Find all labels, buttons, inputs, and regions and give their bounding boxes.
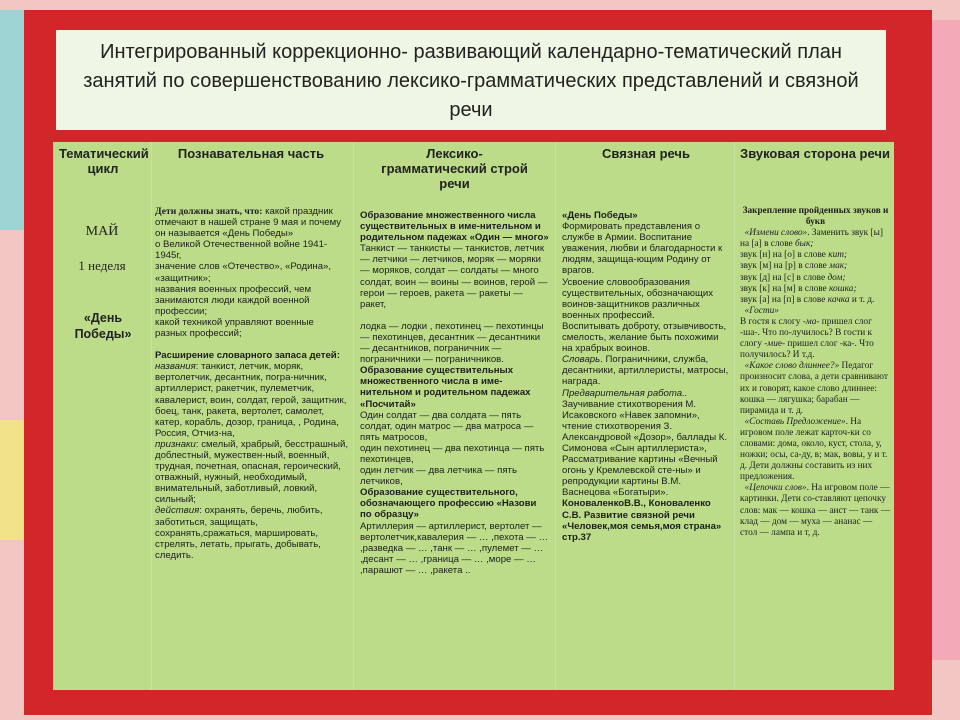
column-header: Познавательная часть xyxy=(177,146,325,161)
cognitive-text: Дети должны знать, что: какой праздник отмечают в нашей стране 9 мая и почему он называется «День Победы» о Великой Отечественной войне 1941-1945г, значение слов «Отечество», «Родина», «защитник»; названия военных профессий, чем занимаются люди каждой военной профессии; какой техникой управляют военные разных профессий; Расширение словарного запаса детей: названия: танкист, летчик, моряк, вертолетчик, десантник, погра-ничник, артиллерист, ракетчик, пулеметчик, кавалерист, воин, солдат, герой, защитник, боец, танк, ракета, вертолет, самолет, катер, корабль, дозор, граница, , Родина, Россия, Отчиз-на, признаки: смелый, храбрый, бесстрашный, доблестный, мужествен-ный, военный, трудная, почетная, опасная, героический, отважный, нужный, необходимый, внимательный, заботливый, ловкий, сильный; действия: охранять, беречь, любить, заботиться, защищать, сохранять,сражаться, маршировать, стрелять, летать, прыгать, добывать, следить. xyxy=(155,206,348,561)
column-lexical xyxy=(356,142,553,690)
vocab-heading: Расширение словарного запаса детей: xyxy=(155,350,340,362)
column-header: Тематический цикл xyxy=(59,146,149,176)
plan-table xyxy=(53,142,894,690)
column-header: Лексико-грамматический строй речи xyxy=(381,146,528,191)
month-label: МАЙ xyxy=(85,224,119,239)
title-box xyxy=(56,30,886,130)
column-header: Звуковая сторона речи xyxy=(740,146,890,161)
column-cognitive xyxy=(151,142,351,690)
page-title: Интегрированный коррекционно- развивающий календарно-тематический план занятий по совершенствованию лексико-грамматических представлений и связной речи xyxy=(83,41,859,121)
column-divider xyxy=(734,142,735,690)
column-divider xyxy=(555,142,556,690)
column-sound xyxy=(736,142,894,690)
theme-label: «День Победы» xyxy=(74,311,132,341)
column-thematic-cycle xyxy=(53,142,151,690)
column-speech xyxy=(558,142,734,690)
column-divider xyxy=(353,142,354,690)
week-label: 1 неделя xyxy=(78,258,126,273)
speech-text: «День Победы» Формировать представления о службе в Армии. Воспитание уважения, любви и благодарности к людям, защища-ющим Родину от врагов. Усвоение словообразования существительных, обозначающих воинов-защитников различных военных профессий. Воспитывать доброту, отзывчивость, смелость, желание быть похожими на храбрых воинов. Словарь. Пограничники, служба, десантники, артиллеристы, матросы, награда. Предварительная работа.. Заучивание стихотворения М. Исаковского «Навек запомни», чтение стихотворения З. Александровой «Дозор», баллады К. Симонова «Сын артиллериста», Рассматривание картины «Вечный огонь у Кремлевской сте-ны» и репродукции картины В.М. Васнецова «Богатыри». КоноваленкоВ.В., Коноваленко С.В. Развитие связной речи «Человек,моя семья,моя страна» стр.37 xyxy=(562,210,729,543)
sound-text: Закрепление пройденных звуков и букв «Измени слово». Заменить звук [ы] на [а] в слове бык; звук [н] на [о] в слове кит; звук [м] на [р] в слове мак; звук [д] на [с] в слове дом; звук [к] на [м] в слове кошка; звук [а] на [п] в слове качка и т. д. «Гости» В гостя к слогу -ма- пришел слог -ша-. Что по-лучилось? В гости к слогу -мие- пришел слог -ка-. Что получилось? И т.д. «Какое слово длиннее?» Педагог произносит слова, а дети сравнивают их и говорят, какое слово длиннее: кошка — лягушка; барабан — пирамида и т. д. «Составь Предложение». На игровом поле лежат карточ-ки со словами: дома, около, куст, стола, у, ножки; осы, са-ду, в; мак, вовы, у и т. д. Дети должны составить из них предложения. «Цепочки слов». На игровом поле — картинки. Дети со-ставляют цепочку слов: мак — кошка — аист — танк — клад — дом — муха — ананас — стол — лампа и т, д. xyxy=(740,206,891,538)
column-header: Связная речь xyxy=(602,146,690,161)
lexical-text: Образование множественного числа существительных в име-нительном и родительном падежах «Один — много» Танкист — танкисты — танкистов, летчик — летчики — летчиков, моряк — моряки — моряков, солдат — солдаты — много солдат, воин — воины — воинов, герой — герои — героев, ракета — ракеты — ракет, лодка — лодки , пехотинец — пехотинцы — пехотинцев, десантник — десантники — десантников, пограничник — пограничники — пограничников. Образование существительных множественного числа в име-нительном и родительном падежах «Посчитай» Один солдат — два солдата — пять солдат, один матрос — два матроса — пять матросов, один пехотинец — два пехотинца — пять пехотинцев, один летчик — два летчика — пять летчиков, Образование существительного, обозначающего профессию «Назови по образцу» Артиллерия — артиллерист, вертолет —вертолетчик,кавалерия — … ,пехота — … ,разведка — … ,танк — … ,пулемет — … ,десант — … ,граница — … ,море — … ,парашют — … ,ракета .. xyxy=(360,210,549,576)
